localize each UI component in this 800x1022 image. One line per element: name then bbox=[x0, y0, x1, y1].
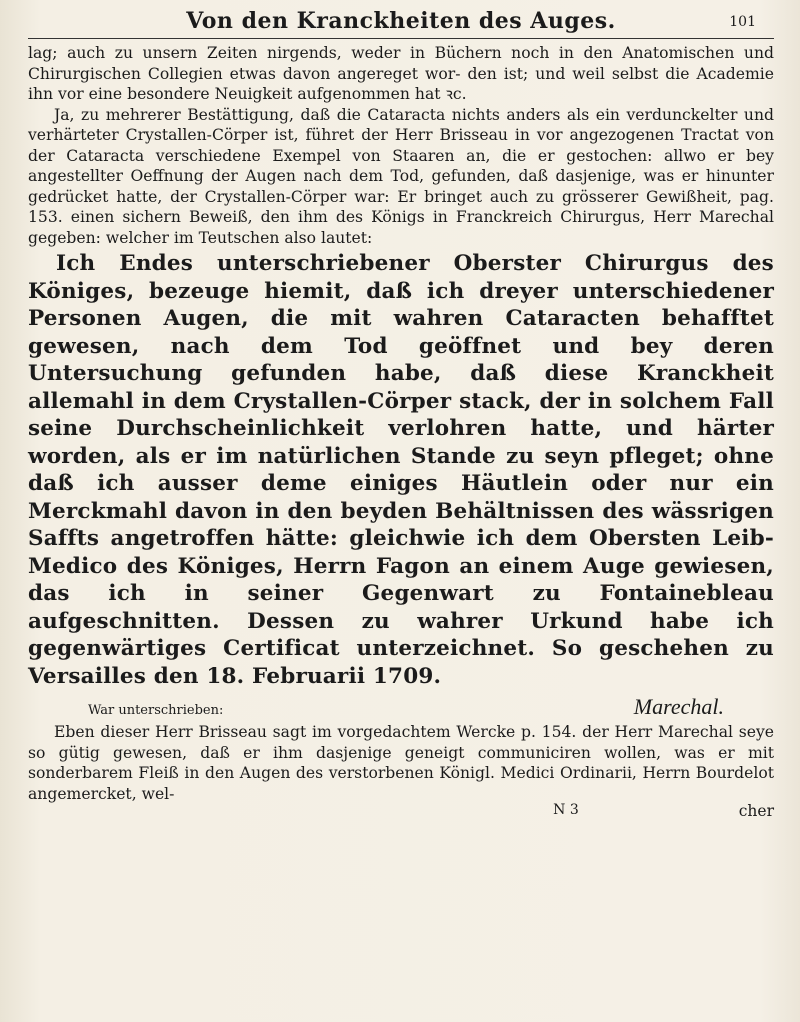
page-header bbox=[28, 8, 774, 36]
signature-row bbox=[28, 694, 774, 720]
signature-label: War unterschrieben: bbox=[88, 703, 224, 718]
paragraph-closing: Eben dieser Herr Brisseau sagt im vorgedachtem Wercke p. 154. der Herr Marechal seye so gütig gewesen, daß er ihm dasjenige geneigt communiciren wollen, was er mit sonderbarem Fleiß in den Augen des verstorbenen Königl. Medici Ordinarii, Herrn Bourdelot angemercket, wel- bbox=[28, 723, 774, 803]
certificate-text bbox=[28, 250, 774, 690]
certificate-paragraph: Ich Endes unterschriebener Oberster Chirurgus des Königes, bezeuge hiemit, daß ich dreyer unterschiedener Personen Augen, die mit wahren Cataracten behafftet gewesen, nach dem Tod geöffnet und bey deren Untersuchung gefunden habe, daß diese Kranckheit allemahl in dem Crystallen-Cörper stack, der in solchem Fall seine Durchscheinlichkeit verlohren hatte, und härter worden, als er im natürlichen Stande zu seyn pfleget; ohne daß ich ausser deme einiges Häutlein oder nur ein Merckmahl davon in den beyden Behältnissen des wässrigen Saffts angetroffen hätte: gleichwie ich dem Obersten Leib-Medico des Königes, Herrn Fagon an einem Auge gewiesen, das ich in seiner Gegenwart zu Fontainebleau aufgeschnitten. Dessen zu wahrer Urkund habe ich gegenwärtiges Certificat unterzeichnet. So geschehen zu Versailles den 18. Februarii 1709. bbox=[28, 251, 774, 689]
header-rule bbox=[28, 38, 774, 39]
catchword: cher bbox=[738, 802, 774, 820]
page-footer bbox=[28, 802, 774, 820]
page-number: 101 bbox=[729, 14, 756, 30]
signature-name: Marechal. bbox=[633, 694, 724, 719]
running-title: Von den Kranckheiten des Auges. bbox=[186, 8, 616, 34]
paragraph-brisseau: Ja, zu mehrerer Bestättigung, daß die Cataracta nichts anders als ein verdunckelter und verhärteter Crystallen-Cörper ist, führet der Herr Brisseau in vor angezogenen Tractat von der Cataracta verschiedene Exempel von Staaren an, die er gestochen: allwo er bey angestellter Oeffnung der Augen nach dem Tod, gefunden, daß dasjenige, was er hinunter gedrücket hatte, der Crystallen-Cörper war: Er bringet auch zu grösserer Gewißheit, pag. 153. einen sichern Beweiß, den ihm des Königs in Franckreich Chirurgus, Herr Marechal gegeben: welcher im Teutschen also lautet: bbox=[28, 105, 774, 247]
signature-mark: N 3 bbox=[553, 802, 579, 818]
paragraph-continuation: lag; auch zu unsern Zeiten nirgends, weder in Büchern noch in den Anatomischen und Chirurgischen Collegien etwas davon angereget wor- den ist; und weil selbst die Academie ihn vor eine besondere Neuigkeit aufgenommen hat ꝛc. bbox=[28, 44, 774, 103]
